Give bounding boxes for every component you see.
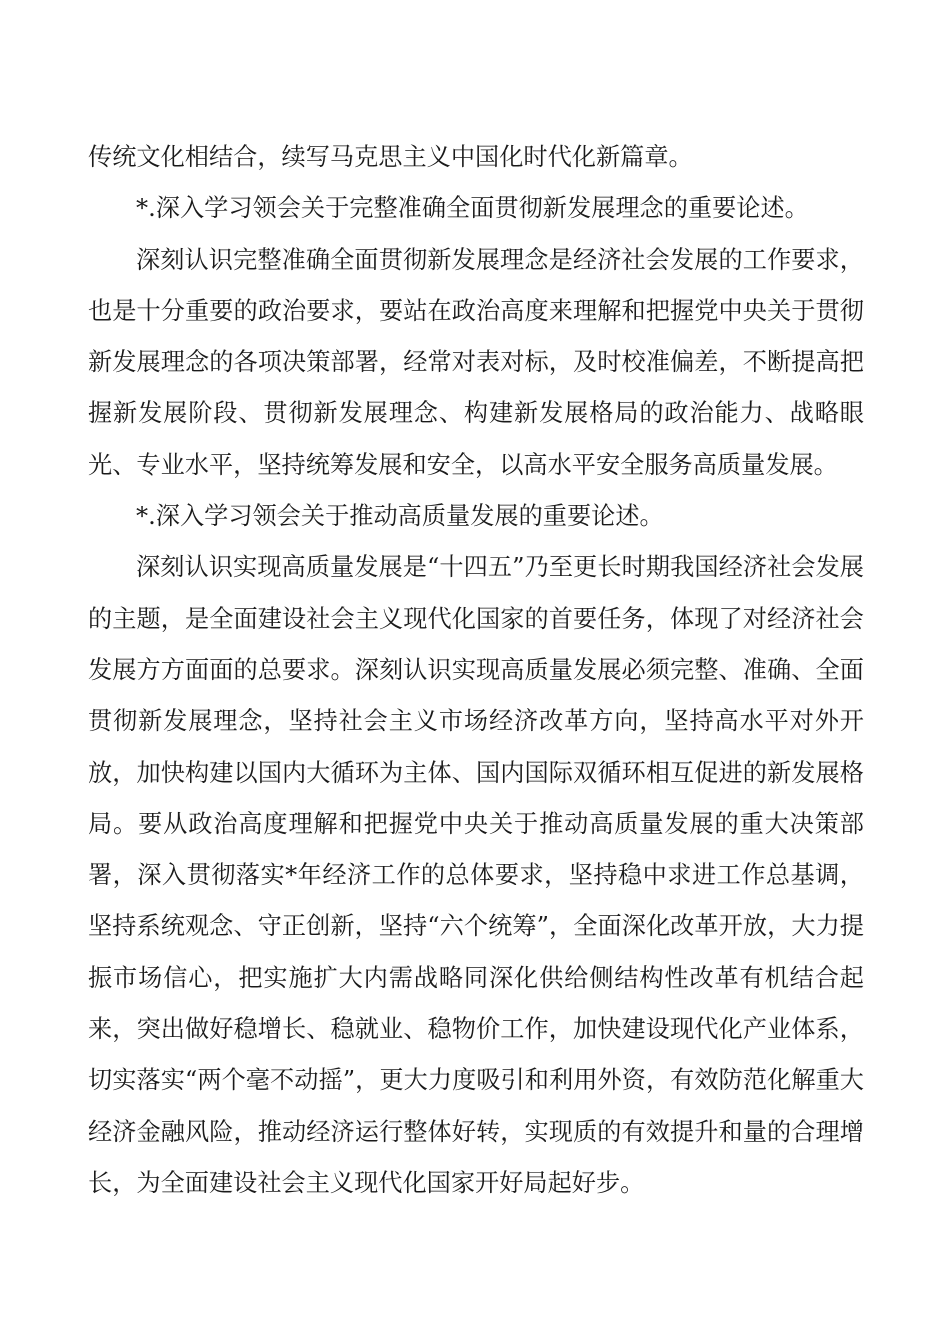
paragraph-continuation: 传统文化相结合，续写马克思主义中国化时代化新篇章。: [88, 143, 693, 171]
section-heading-high-quality-development: *.深入学习领会关于推动高质量发展的重要论述。: [136, 502, 664, 531]
section-heading-new-development-philosophy: *.深入学习领会关于完整准确全面贯彻新发展理念的重要论述。: [136, 194, 809, 223]
paragraph-new-development-philosophy: 深刻认识完整准确全面贯彻新发展理念是经济社会发展的工作要求，也是十分重要的政治要求，要站在政治高度来理解和把握党中央关于贯彻新发展理念的各项决策部署，经常对表对标，及时校准偏差，不断提高把握新发展阶段、贯彻新发展理念、构建新发展格局的政治能力、战略眼光、专业水平，坚持统筹发展和安全，以高水平安全服务高质量发展。: [88, 245, 864, 479]
paragraph-high-quality-development: 深刻认识实现高质量发展是“十四五”乃至更长时期我国经济社会发展的主题，是全面建设社会主义现代化国家的首要任务，体现了对经济社会发展方方面面的总要求。深刻认识实现高质量发展必须完整、准确、全面贯彻新发展理念，坚持社会主义市场经济改革方向，坚持高水平对外开放，加快构建以国内大循环为主体、国内国际双循环相互促进的新发展格局。要从政治高度理解和把握党中央关于推动高质量发展的重大决策部署，深入贯彻落实*年经济工作的总体要求，坚持稳中求进工作总基调，坚持系统观念、守正创新，坚持“六个统筹”，全面深化改革开放，大力提振市场信心，把实施扩大内需战略同深化供给侧结构性改革有机结合起来，突出做好稳增长、稳就业、稳物价工作，加快建设现代化产业体系，切实落实“两个毫不动摇”，更大力度吸引和利用外资，有效防范化解重大经济金融风险，推动经济运行整体好转，实现质的有效提升和量的合理增长，为全面建设社会主义现代化国家开好局起好步。: [88, 553, 864, 1197]
body-text: [88, 132, 864, 1209]
